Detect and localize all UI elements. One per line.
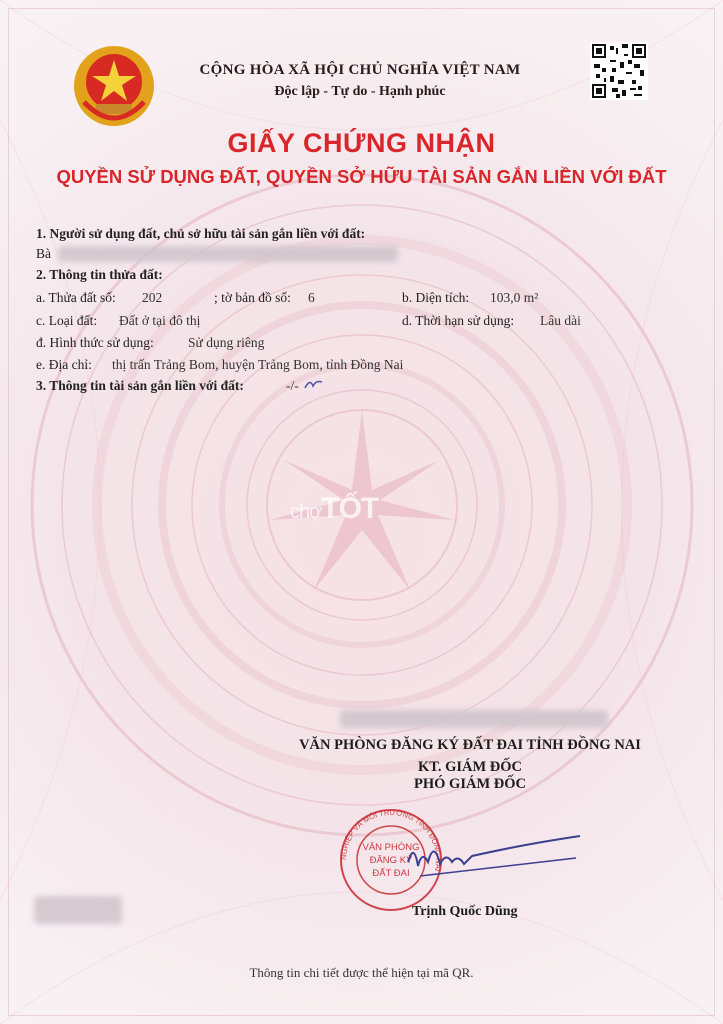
section-1-heading: 1. Người sử dụng đất, chủ sở hữu tài sản gắn liền với đất: bbox=[36, 226, 366, 241]
use-form-label: đ. Hình thức sử dụng: bbox=[36, 335, 154, 350]
map-sheet-value: 6 bbox=[308, 290, 315, 305]
parcel-number-value: 202 bbox=[142, 290, 163, 305]
country-name: CỘNG HÒA XÃ HỘI CHỦ NGHĨA VIỆT NAM bbox=[199, 62, 521, 78]
seal-ring-text: NGHIỆP VÀ MÔI TRƯỜNG TỈNH ĐỒNG NAI bbox=[338, 808, 444, 873]
seal-line-3: ĐẤT ĐAI bbox=[372, 868, 410, 879]
national-emblem-icon bbox=[70, 42, 158, 134]
signer-name: Trịnh Quốc Dũng bbox=[412, 904, 518, 919]
section-2-heading: 2. Thông tin thửa đất: bbox=[36, 267, 163, 282]
qr-code-icon bbox=[590, 42, 648, 100]
section-3-heading: 3. Thông tin tài sản gắn liền với đất: bbox=[36, 378, 244, 393]
land-type-label: c. Loại đất: bbox=[36, 313, 98, 328]
serial-redacted bbox=[340, 710, 608, 728]
use-term-label: d. Thời hạn sử dụng: bbox=[402, 313, 515, 328]
address-label: e. Địa chỉ: bbox=[36, 357, 92, 372]
area-value: 103,0 m² bbox=[490, 290, 539, 305]
use-form-value: Sử dụng riêng bbox=[188, 335, 265, 350]
land-type-value: Đất ở tại đô thị bbox=[119, 313, 201, 328]
qr-footer-note: Thông tin chi tiết được thể hiện tại mã QR. bbox=[249, 965, 474, 980]
watermark-right: TỐT bbox=[321, 492, 379, 525]
deputy-director-title: PHÓ GIÁM ĐỐC bbox=[414, 776, 526, 792]
area-label: b. Diện tích: bbox=[402, 290, 470, 305]
issuing-office: VĂN PHÒNG ĐĂNG KÝ ĐẤT ĐAI TỈNH ĐỒNG NAI bbox=[299, 737, 641, 753]
national-motto: Độc lập - Tự do - Hạnh phúc bbox=[274, 84, 446, 99]
seal-line-2: ĐĂNG KÝ bbox=[369, 855, 413, 866]
address-value: thị trấn Trảng Bom, huyện Trảng Bom, tỉnh Đồng Nai bbox=[112, 357, 404, 372]
use-term-value: Lâu dài bbox=[540, 313, 581, 328]
owner-name-redacted bbox=[58, 246, 398, 262]
certificate-title: GIẤY CHỨNG NHẬN bbox=[227, 128, 496, 158]
seal-line-1: VĂN PHÒNG bbox=[362, 842, 420, 853]
watermark bbox=[290, 492, 378, 526]
map-sheet-label: ; tờ bản đồ số: bbox=[214, 290, 291, 305]
certificate-subtitle: QUYỀN SỬ DỤNG ĐẤT, QUYỀN SỞ HỮU TÀI SẢN GẮN LIỀN VỚI ĐẤT bbox=[56, 166, 667, 187]
signature-icon bbox=[400, 832, 590, 892]
watermark-left: chợ bbox=[290, 501, 322, 523]
bottom-left-redacted bbox=[34, 896, 122, 924]
on-behalf-title: KT. GIÁM ĐỐC bbox=[417, 759, 523, 775]
owner-prefix: Bà bbox=[36, 246, 51, 261]
section-3-value: -/- bbox=[286, 378, 299, 393]
handwritten-mark-icon bbox=[304, 376, 324, 390]
parcel-number-label: a. Thửa đất số: bbox=[36, 290, 116, 305]
